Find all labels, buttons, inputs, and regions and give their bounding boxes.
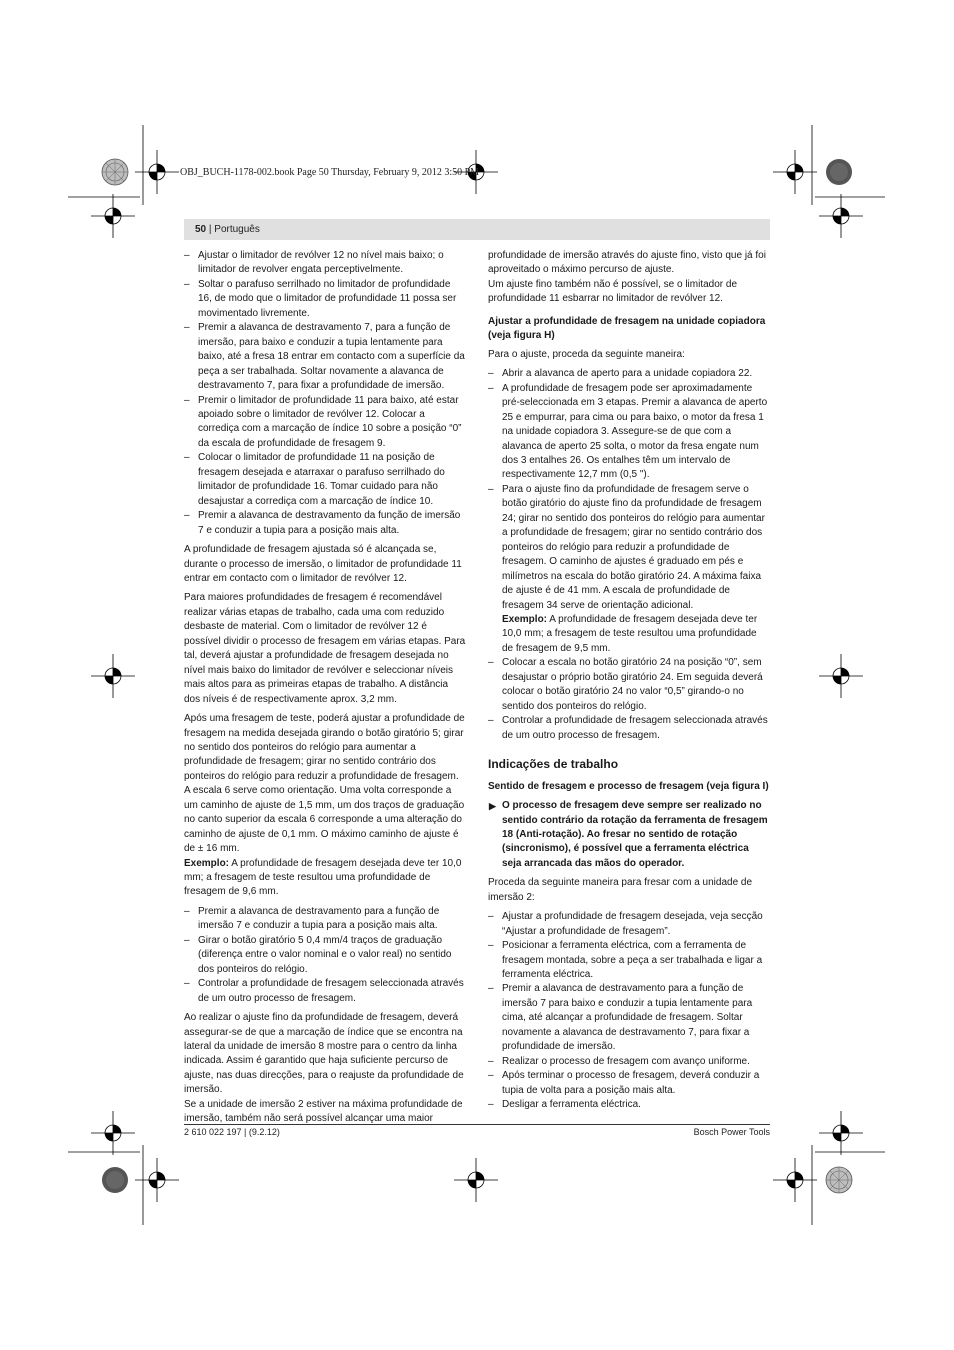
paragraph: Um ajuste fino também não é possível, se o limitador de profundidade 11 esbarrar no limitador de revólver 12. [488, 278, 738, 305]
milling-steps-list [488, 910, 770, 1112]
page-number: 50 [195, 224, 207, 235]
list-item: – Girar o botão giratório 5 0,4 mm/4 traços de graduação (diferença entre o valor nominal e o valor real) no sentido dos ponteiros do relógio. [184, 934, 466, 977]
footer-rule [184, 1124, 770, 1125]
example-steps-list [184, 905, 466, 1006]
page-header [195, 224, 260, 235]
example-label: Exemplo: [502, 613, 548, 625]
warning-note [488, 799, 770, 871]
footer-brand: Bosch Power Tools [693, 1127, 770, 1137]
example-text: A profundidade de fresagem desejada deve ter 10,0 mm; a fresagem de teste resultou uma profundidade de fresagem de 9,5 mm. [502, 613, 758, 654]
copy-unit-example-list [488, 656, 770, 743]
list-item: – Abrir a alavanca de aperto para a unidade copiadora 22. [488, 367, 770, 381]
paragraph: Após uma fresagem de teste, poderá ajustar a profundidade de fresagem na medida desejada girando o botão giratório 5; girar no sentido dos ponteiros do relógio para aumentar a profundidade de fresagem; girar no sentido contrário dos ponteiros do relógio para reduzir a profundidade de fresagem. A escala 6 serve como orientação. Uma volta corresponde a um caminho de ajuste de 1,5 mm, um dos traços de graduação no canto superior da escala 6 corresponde a uma alteração do caminho de ajuste de 0,1 mm. O máximo caminho de ajuste é de ± 16 mm. [184, 713, 465, 855]
right-column [488, 249, 770, 1118]
list-item: – Posicionar a ferramenta eléctrica, com a ferramenta de fresagem montada, sobre a peça a ser trabalhada e ligar a ferramenta eléctrica. [488, 939, 770, 982]
paragraph: Se a unidade de imersão 2 estiver na máxima profundidade de imersão, também não será possível alcançar uma maior [184, 1098, 463, 1125]
print-slug: OBJ_BUCH-1178-002.book Page 50 Thursday, February 9, 2012 3:50 PM [180, 167, 480, 178]
list-item: – Premir a alavanca de destravamento da função de imersão 7 e conduzir a tupia para a posição mais alta. [184, 509, 466, 538]
header-language: Português [214, 224, 260, 235]
list-item: – Premir a alavanca de destravamento para a função de imersão 7 para baixo e conduzir a tupia lentamente para cima, até alcançar a profundidade de fresagem. Soltar novamente a alavanca de destravamento 7, para fixar a profundidade de imersão. [488, 982, 770, 1054]
header-separator: | [206, 224, 215, 235]
list-item: – Realizar o processo de fresagem com avanço uniforme. [488, 1055, 770, 1069]
example-paragraph [184, 857, 466, 900]
page-header-bar [184, 219, 770, 240]
example-text: A profundidade de fresagem desejada deve ter 10,0 mm; a fresagem de teste resultou uma profundidade de fresagem de 9,6 mm. [184, 857, 462, 898]
list-item: – Soltar o parafuso serrilhado no limitador de profundidade 16, de modo que o limitador de profundidade 11 possa ser movimentado livremente. [184, 278, 466, 321]
adjust-steps-list [184, 249, 466, 538]
example-label: Exemplo: [184, 857, 230, 869]
paragraph: Para maiores profundidades de fresagem é recomendável realizar várias etapas de trabalho, cada uma com reduzido desbaste de material. Com o limitador de revólver 12 é possível dividir o processo de fresagem em várias etapas. Para tal, deverá ajustar a profundidade de fresagem desejada no nível mais baixo do limitador de revólver e seleccionar níveis mais altos para as primeiras etapas de trabalho. A distância dos níveis é de respectivamente aprox. 3,2 mm. [184, 592, 466, 705]
list-item: – Desligar a ferramenta eléctrica. [488, 1098, 770, 1112]
paragraph: Ao realizar o ajuste fino da profundidade de fresagem, deverá assegurar-se de que a marcação de índice que se encontra na lateral da unidade de imersão 8 mostre para o centro da linha indicada. Assim é garantido que haja suficiente percurso de ajuste, nas duas direcções, para o reajuste da profundidade de imersão. [184, 1012, 464, 1096]
list-item: – Após terminar o processo de fresagem, deverá conduzir a tupia de volta para a posição mais alta. [488, 1069, 770, 1098]
paragraph: profundidade de imersão através do ajuste fino, visto que já foi aproveitado o máximo percurso de ajuste. [488, 250, 766, 276]
list-item: – Colocar a escala no botão giratório 24 na posição “0”, sem desajustar o próprio botão giratório 24. Em seguida deverá colocar o botão giratório 24 no valor “0,5” girando-o no sentido dos ponteiros do relógio. [488, 656, 770, 714]
list-item: – Colocar o limitador de profundidade 11 na posição de fresagem desejada e atarraxar o parafuso serrilhado do limitador de profundidade 16. Tomar cuidado para não desajustar a corrediça com a marcação de índice 10. [184, 451, 466, 509]
list-item: – Controlar a profundidade de fresagem seleccionada através de um outro processo de fresagem. [184, 977, 466, 1006]
list-item: – Ajustar a profundidade de fresagem desejada, veja secção “Ajustar a profundidade de fresagem”. [488, 910, 770, 939]
section-heading-work-notes: Indicações de trabalho [488, 757, 619, 772]
example-paragraph [488, 613, 770, 656]
list-item: – Controlar a profundidade de fresagem seleccionada através de um outro processo de fresagem. [488, 714, 770, 743]
copy-unit-steps-list [488, 367, 770, 613]
section-heading-figure-h: Ajustar a profundidade de fresagem na unidade copiadora (veja figura H) [488, 315, 766, 341]
section-heading-figure-i: Sentido de fresagem e processo de fresagem (veja figura I) [488, 781, 769, 793]
warning-arrow-icon: ▶ [489, 801, 496, 812]
paragraph: Para o ajuste, proceda da seguinte maneira: [488, 348, 685, 360]
paragraph: A profundidade de fresagem ajustada só é alcançada se, durante o processo de imersão, o limitador de profundidade 11 entrar em contacto com o limitador de revólver 12. [184, 544, 462, 584]
list-item: – Premir a alavanca de destravamento 7, para a função de imersão, para baixo e conduzir a tupia lentamente para baixo, até a fresa 18 entrar em contacto com a superfície da peça a ser trabalhada. Soltar novamente a alavanca de destravamento 7, para fixar a profundidade de imersão. [184, 321, 466, 393]
list-item: – A profundidade de fresagem pode ser aproximadamente pré-seleccionada em 3 etapas. Premir a alavanca de aperto 25 e empurrar, para cima ou para baixo, o motor da fresa 1 na unidade copiadora 3. Assegure-se de que com a alavanca de aperto 25 solta, o motor da fresa engate num dos 3 entalhes 26. Os entalhes têm um intervalo de respectivamente 12,7 mm (0,5 "). [488, 382, 770, 483]
left-column [184, 249, 466, 1132]
list-item: – Para o ajuste fino da profundidade de fresagem serve o botão giratório do ajuste fino da profundidade de fresagem 24; girar no sentido dos ponteiros do relógio para aumentar a profundidade de fresagem; girar no sentido contrário dos ponteiros do relógio para reduzir a profundidade de fresagem. O caminho de ajustes é graduado em pés e milímetros na escala do botão giratório 24. A máxima faixa de ajuste é de 41 mm. A escala de profundidade de fresagem 34 serve de orientação adicional. [488, 483, 770, 613]
warning-text: O processo de fresagem deve sempre ser realizado no sentido contrário da rotação da ferramenta de fresagem 18 (Anti-rotação). Ao fresar no sentido de rotação (sincronismo), é possível que a ferramenta eléctrica seja arrancada das mãos do operador. [502, 800, 768, 869]
list-item: – Premir o limitador de profundidade 11 para baixo, até estar apoiado sobre o limitador de revólver 12. Colocar a corrediça com a marcação de índice 10 sobre a posição “0” da escala de profundidade de fresagem 9. [184, 394, 466, 452]
footer-document-number: 2 610 022 197 | (9.2.12) [184, 1127, 280, 1137]
list-item: – Ajustar o limitador de revólver 12 no nível mais baixo; o limitador de revolver engata perceptivelmente. [184, 249, 466, 278]
paragraph: Proceda da seguinte maneira para fresar com a unidade de imersão 2: [488, 877, 753, 903]
list-item: – Premir a alavanca de destravamento para a função de imersão 7 e conduzir a tupia para a posição mais alta. [184, 905, 466, 934]
